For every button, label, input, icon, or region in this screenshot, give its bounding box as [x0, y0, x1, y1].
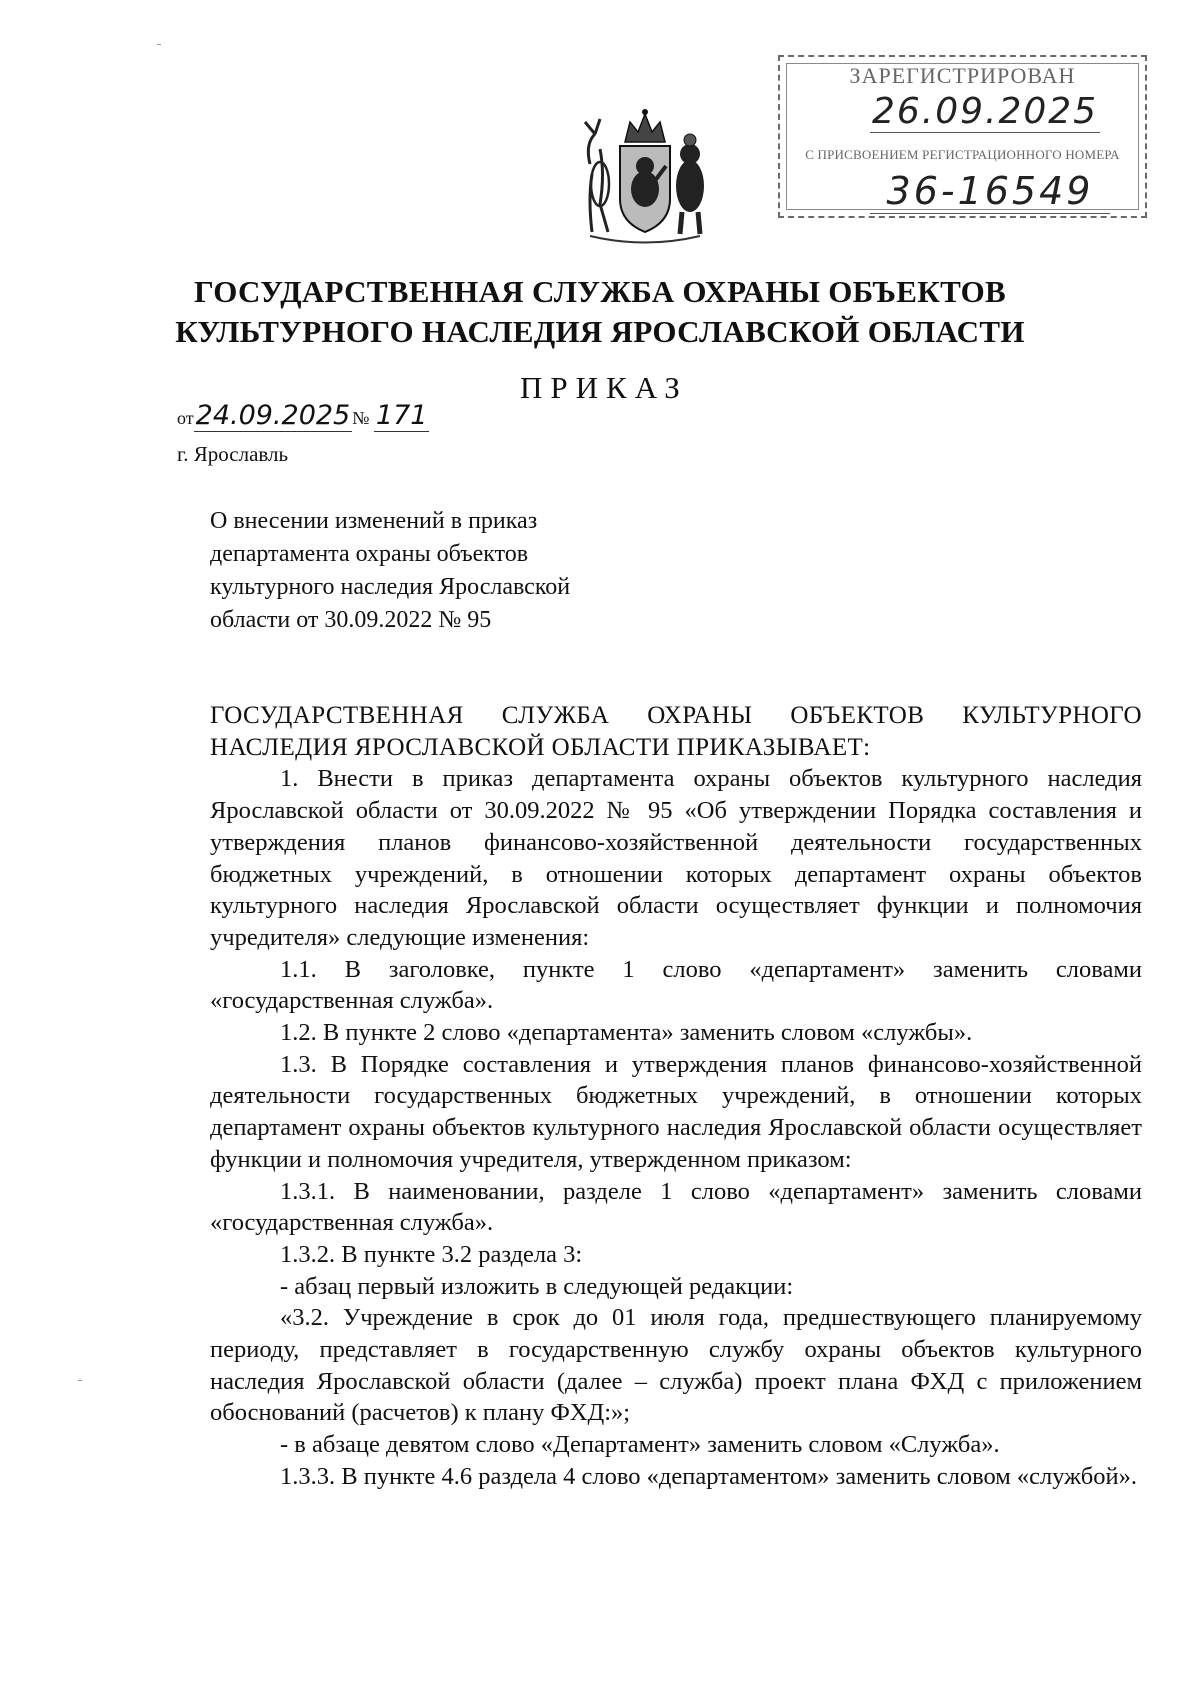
subject-line: культурного наследия Ярославской: [210, 574, 571, 600]
body-paragraph: 1.1. В заголовке, пункте 1 слово «департамент» заменить словами «государственная служба».: [210, 955, 1142, 1015]
body-paragraph: 1.3.1. В наименовании, разделе 1 слово «департамент» заменить словами «государственная служба».: [210, 1177, 1142, 1237]
body-paragraph: - в абзаце девятом слово «Департамент» заменить словом «Служба».: [280, 1431, 1000, 1459]
scan-speck: [157, 44, 161, 45]
order-date-number: [177, 400, 429, 436]
stamp-title: ЗАРЕГИСТРИРОВАН: [849, 63, 1076, 88]
agency-title-line2: КУЛЬТУРНОГО НАСЛЕДИЯ ЯРОСЛАВСКОЙ ОБЛАСТИ: [175, 314, 1025, 349]
body-paragraph: - абзац первый изложить в следующей редакции:: [280, 1272, 794, 1300]
body-paragraph: 1.3.3. В пункте 4.6 раздела 4 слово «департаментом» заменить словом «службой».: [280, 1462, 1137, 1490]
body-paragraph: ГОСУДАРСТВЕННАЯ СЛУЖБА ОХРАНЫ ОБЪЕКТОВ КУЛЬТУРНОГО НАСЛЕДИЯ ЯРОСЛАВСКОЙ ОБЛАСТИ ПРИКАЗЫВАЕТ:: [210, 702, 1142, 761]
order-subject: [210, 505, 650, 637]
from-label: от: [177, 408, 194, 428]
stamp-registration-number: 36-16549: [870, 169, 1110, 214]
body-paragraph: 1. Внести в приказ департамента охраны объектов культурного наследия Ярославской области от 30.09.2022 № 95 «Об утверждении Порядка составления и утверждения планов финансово-хозяйственной деятельности государственных бюджетных учреждений, в отношении которых департамент охраны объектов культурного наследия Ярославской области осуществляет функции и полномочия учредителя» следующие изменения:: [210, 765, 1142, 951]
coat-of-arms-bear-icon: [570, 104, 720, 254]
body-paragraph: 1.3.2. В пункте 3.2 раздела 3:: [280, 1240, 583, 1268]
stamp-subtitle: С ПРИСВОЕНИЕМ РЕГИСТРАЦИОННОГО НОМЕРА: [805, 147, 1120, 162]
document-type-title: ПРИКАЗ: [520, 370, 688, 405]
agency-title-line1: ГОСУДАРСТВЕННАЯ СЛУЖБА ОХРАНЫ ОБЪЕКТОВ: [193, 274, 1007, 309]
subject-line: департамента охраны объектов: [210, 541, 529, 567]
order-number: 171: [375, 400, 428, 431]
body-paragraph: 1.3. В Порядке составления и утверждения планов финансово-хозяйственной деятельности государственных бюджетных учреждений, в отношении которых департамент охраны объектов культурного наследия Ярославской области осуществляет функции и полномочия учредителя, утвержденном приказом:: [210, 1050, 1142, 1173]
scan-speck: [78, 1380, 82, 1381]
body-paragraph: «3.2. Учреждение в срок до 01 июля года, предшествующего планируемому периоду, представляет в государственную службу охраны объектов культурного наследия Ярославской области (далее – служба) проект плана ФХД с приложением обоснований (расчетов) к плану ФХД:»;: [210, 1304, 1142, 1427]
registration-stamp: [778, 55, 1147, 218]
subject-line: области от 30.09.2022 № 95: [210, 607, 492, 633]
subject-line: О внесении изменений в приказ: [210, 508, 538, 534]
order-date: 24.09.2025: [195, 400, 351, 431]
number-label: №: [352, 408, 370, 428]
order-body: [210, 700, 1142, 1493]
agency-title: [130, 272, 1070, 352]
stamp-date: 26.09.2025: [871, 91, 1099, 132]
city: г. Ярославль: [177, 442, 289, 466]
body-paragraph: 1.2. В пункте 2 слово «департамента» заменить словом «службы».: [280, 1019, 973, 1047]
